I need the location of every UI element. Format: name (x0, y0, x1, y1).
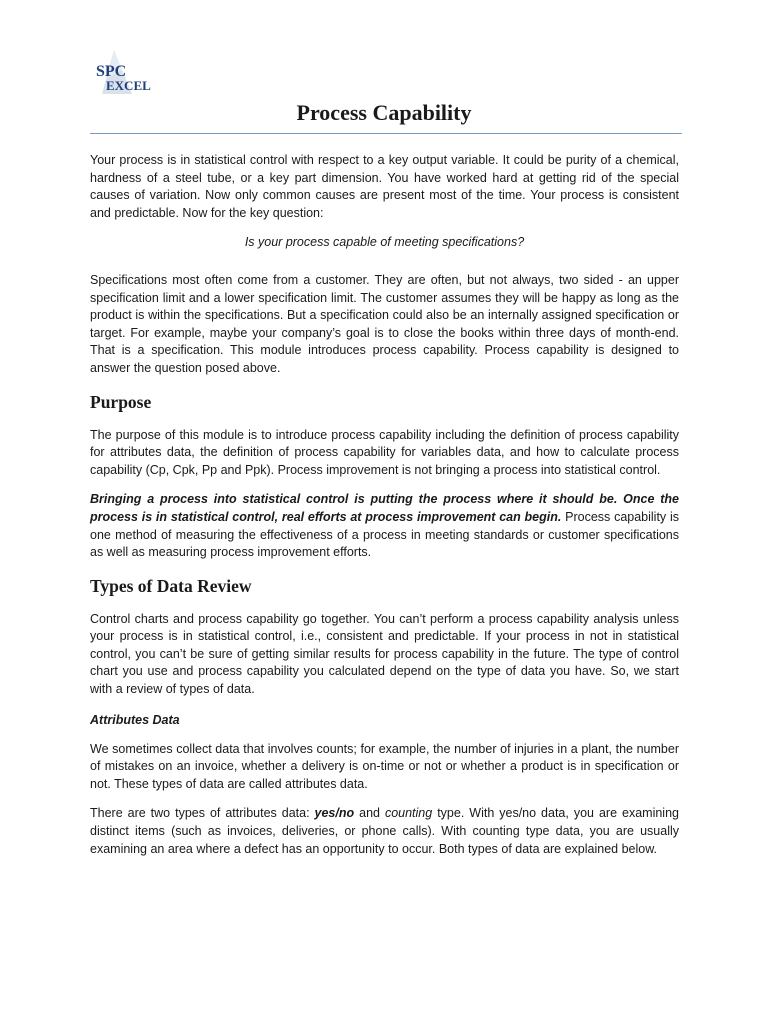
purpose-heading: Purpose (90, 391, 152, 412)
text-segment: and (354, 806, 385, 821)
yes-no-term: yes/no (314, 806, 355, 821)
page-title: Process Capability (296, 100, 472, 125)
purpose-paragraph-2-rest: Process capability is one method of measuring the effectiveness of a process in meeting standards or customer specifications as well as measuring process improvement efforts. (90, 509, 679, 560)
title-divider (90, 133, 682, 134)
attributes-paragraph-1: We sometimes collect data that involves counts; for example, the number of injuries in a plant, the number of mistakes on an invoice, whether a delivery is on-time or not or whether a product is in specification or not. These types of data are called attributes data. (90, 741, 679, 791)
purpose-paragraph-1: The purpose of this module is to introduce process capability including the definition of process capability for attributes data, the definition of process capability for variables data, and how to calculate process capability (Cp, Cpk, Pp and Ppk). Process improvement is not bringing a process into statistical control. (90, 427, 679, 477)
document-body (90, 152, 679, 870)
attributes-subheading: Attributes Data (90, 712, 180, 727)
logo-text-excel: EXCEL (106, 78, 151, 93)
intro-paragraph-1: Your process is in statistical control with respect to a key output variable. It could be purity of a chemical, hardness of a steel tube, or a key part dimension. You have worked hard at getting rid of the special causes of variation. Now only common causes are present most of the time. Your process is consistent and predictable. Now for the key question: (90, 153, 679, 220)
counting-term: counting (384, 806, 433, 821)
logo-text-spc: SPC (96, 63, 127, 80)
spc-excel-logo (92, 48, 162, 96)
purpose-paragraph-2 (90, 491, 679, 561)
types-heading: Types of Data Review (90, 575, 252, 596)
attributes-paragraph-2 (90, 805, 679, 858)
types-paragraph-1: Control charts and process capability go together. You can’t perform a process capability analysis unless your process is in statistical control, i.e., consistent and predictable. If your process in not in statistical control, you can’t be sure of getting similar results for process capability in the future. The type of control chart you use and process capability you calculated depend on the type of data you have. So, we start with a review of types of data. (90, 611, 679, 697)
intro-paragraph-2: Specifications most often come from a customer. They are often, but not always, two sided - an upper specification limit and a lower specification limit. The customer assumes they will be happy as long as the product is within the specifications. But a specification could also be an internally assigned specification or target. For example, maybe your company’s goal is to close the books within three days of month-end. That is a specification. This module introduces process capability. Process capability is designed to answer the question posed above. (90, 272, 679, 375)
text-segment: type. With yes/no data, you are examining distinct items (such as invoices, deliveries, or phone calls). With counting type data, you are usually examining an area where a defect has an opportunity to occur. Both types of data are explained below. (90, 806, 679, 856)
purpose-emphasis: Bringing a process into statistical control is putting the process where it should be. Once the process is in statistical control, real efforts at process improvement can begin. (90, 492, 679, 524)
text-segment: There are two types of attributes data: (90, 806, 315, 821)
key-question: Is your process capable of meeting specifications? (244, 235, 525, 250)
